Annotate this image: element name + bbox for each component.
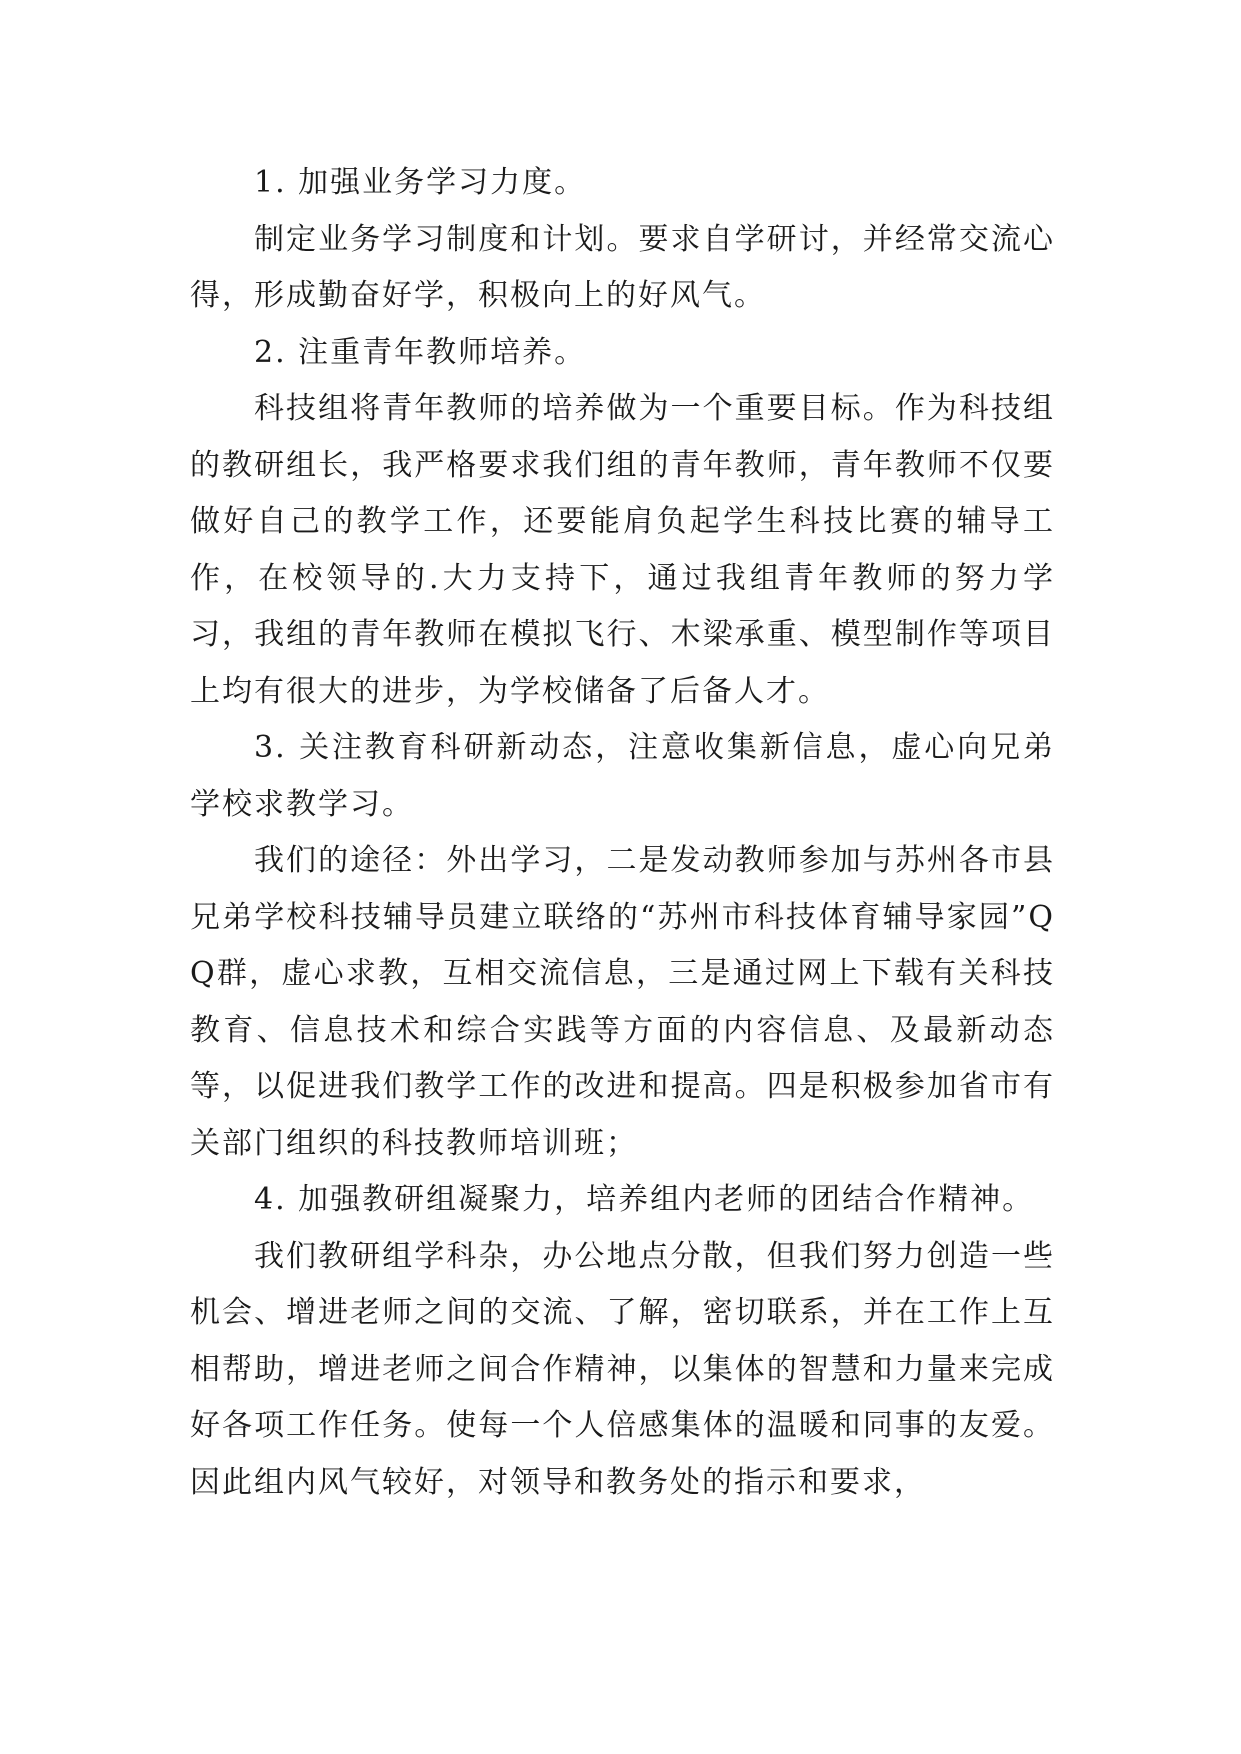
heading-item-4: 4. 加强教研组凝聚力，培养组内老师的团结合作精神。 bbox=[254, 1182, 1035, 1217]
heading-item-3: 3. 关注教育科研新动态，注意收集新信息，虚心向兄弟学校求教学习。 bbox=[190, 730, 1055, 822]
paragraph-teamwork: 我们教研组学科杂，办公地点分散，但我们努力创造一些机会、增进老师之间的交流、了解，密切联系，并在工作上互相帮助，增进老师之间合作精神，以集体的智慧和力量来完成好各项工作任务。使每一个人倍感集体的温暖和同事的友爱。因此组内风气较好，对领导和教务处的指示和要求， bbox=[190, 1238, 1055, 1500]
heading-item-2: 2. 注重青年教师培养。 bbox=[254, 334, 587, 370]
paragraph-study-plan: 制定业务学习制度和计划。要求自学研讨，并经常交流心得，形成勤奋好学，积极向上的好风气。 bbox=[190, 221, 1055, 313]
paragraph-young-teachers: 科技组将青年教师的培养做为一个重要目标。作为科技组的教研组长，我严格要求我们组的青年教师，青年教师不仅要做好自己的教学工作，还要能肩负起学生科技比赛的辅导工作，在校领导的.大力支持下，通过我组青年教师的努力学习，我组的青年教师在模拟飞行、木梁承重、模型制作等项目上均有很大的进步，为学校储备了后备人才。 bbox=[190, 391, 1055, 709]
body-text bbox=[190, 155, 1055, 1511]
heading-item-1: 1. 加强业务学习力度。 bbox=[254, 165, 587, 200]
paragraph-approaches: 我们的途径：外出学习，二是发动教师参加与苏州各市县兄弟学校科技辅导员建立联络的“苏州市科技体育辅导家园”QQ群，虚心求教，互相交流信息，三是通过网上下载有关科技教育、信息技术和综合实践等方面的内容信息、及最新动态等，以促进我们教学工作的改进和提高。四是积极参加省市有关部门组织的科技教师培训班； bbox=[190, 843, 1055, 1161]
